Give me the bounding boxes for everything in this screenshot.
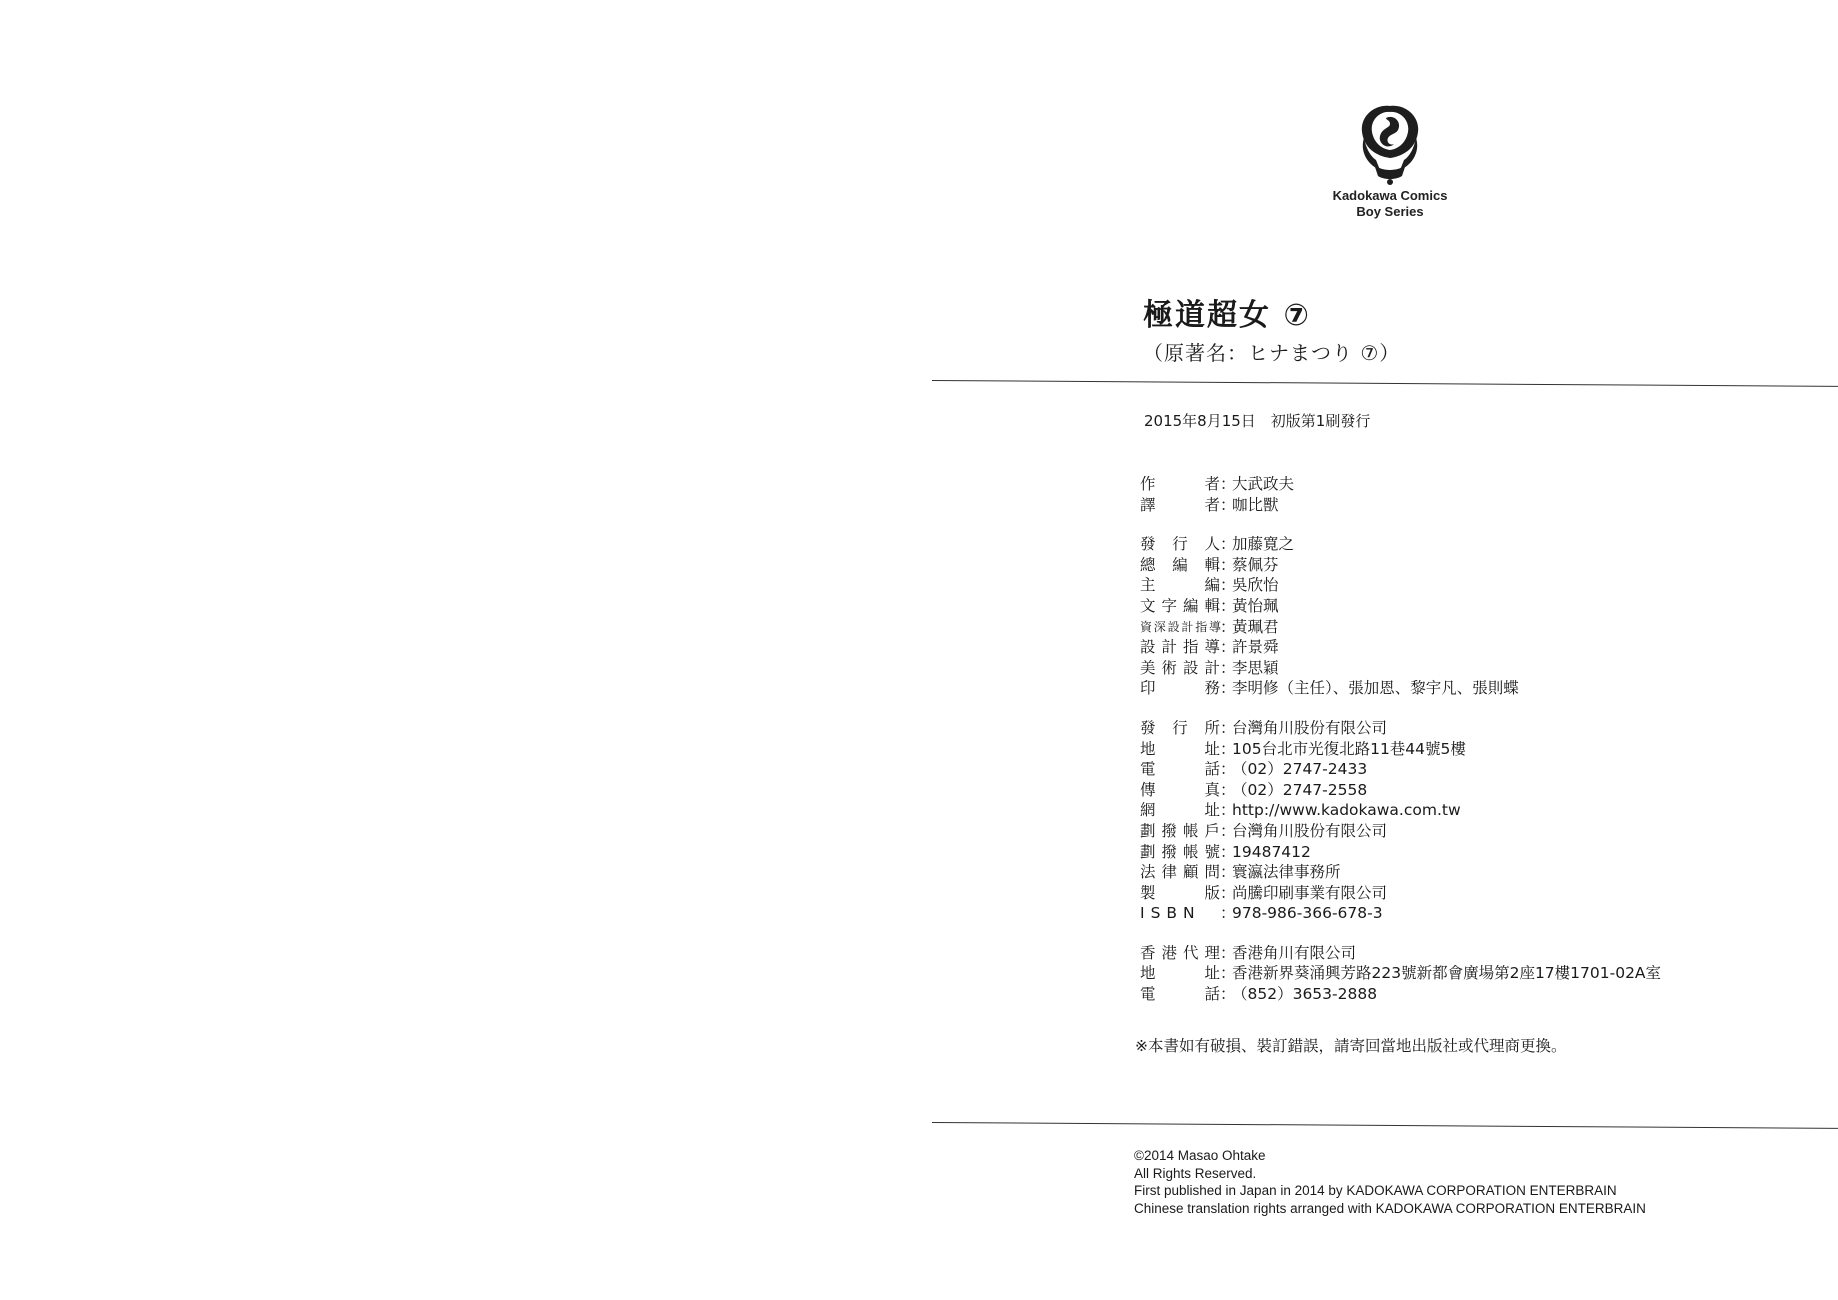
- publisher-group: [1140, 718, 1661, 924]
- copyright-line: ©2014 Masao Ohtake: [1134, 1148, 1266, 1163]
- staff-value: 黃怡珮: [1232, 596, 1279, 615]
- hongkong-value: 香港角川有限公司: [1232, 943, 1357, 962]
- publisher-value: 台灣角川股份有限公司: [1232, 718, 1388, 737]
- publish-date: 2015年8月15日 初版第1刷發行: [1144, 412, 1371, 430]
- staff-value: 許景舜: [1232, 638, 1279, 657]
- hongkong-value: （852）3653-2888: [1232, 985, 1378, 1004]
- hongkong-label: 香港代理: [1140, 943, 1220, 962]
- hongkong-label: 電話: [1140, 985, 1220, 1004]
- publisher-label: ISBN: [1140, 904, 1201, 923]
- top-divider: [932, 380, 1838, 387]
- staff-label: 資深設計指導: [1140, 619, 1220, 634]
- publisher-label: 地址: [1140, 739, 1220, 758]
- publisher-row: 劃撥帳號 ： 19487412: [1140, 842, 1311, 861]
- credit-value: 咖比獸: [1232, 495, 1279, 514]
- bottom-divider: [932, 1122, 1838, 1129]
- staff-row: 總編輯 ： 蔡佩芬: [1140, 555, 1279, 574]
- staff-row: 發行人 ： 加藤寛之: [1140, 535, 1295, 554]
- publisher-row: 發行所 ： 台灣角川股份有限公司: [1140, 718, 1388, 737]
- publisher-row: 劃撥帳戶 ： 台灣角川股份有限公司: [1140, 821, 1388, 840]
- staff-value: 李明修（主任）、張加恩、黎宇凡、張則蝶: [1232, 679, 1519, 698]
- credit-row: 作者 ： 大武政夫: [1140, 475, 1295, 493]
- publisher-value: （02）2747-2433: [1232, 760, 1368, 779]
- staff-label: 總編輯: [1140, 555, 1220, 574]
- publisher-row: 地址 ： 105台北市光復北路11巷44號5樓: [1140, 739, 1466, 758]
- publisher-label: 發行所: [1140, 718, 1220, 737]
- publisher-label: 劃撥帳戶: [1140, 821, 1220, 840]
- hongkong-row: 香港代理 ： 香港角川有限公司: [1140, 943, 1357, 962]
- staff-value: 李思穎: [1232, 658, 1279, 677]
- staff-row: 美術設計 ： 李思穎: [1140, 658, 1279, 677]
- phoenix-emblem-icon: [1350, 98, 1430, 188]
- staff-group: [1140, 534, 1661, 699]
- staff-label: 設計指導: [1140, 638, 1220, 657]
- hongkong-group: [1140, 943, 1661, 1005]
- publisher-label: 網址: [1140, 801, 1220, 820]
- title-block: [1143, 296, 1400, 368]
- staff-value: 吳欣怡: [1232, 576, 1279, 595]
- publisher-value: （02）2747-2558: [1232, 780, 1368, 799]
- publisher-row: 製版 ： 尚騰印刷事業有限公司: [1140, 883, 1388, 902]
- book-title: 極道超女 ⑦: [1143, 298, 1311, 333]
- publisher-value: 台灣角川股份有限公司: [1232, 821, 1388, 840]
- publisher-value: 19487412: [1232, 842, 1311, 861]
- hongkong-label: 地址: [1140, 964, 1220, 983]
- credit-label: 作者: [1140, 475, 1220, 493]
- isbn-value: 978-986-366-678-3: [1232, 904, 1383, 923]
- publisher-value: 105台北市光復北路11巷44號5樓: [1232, 739, 1466, 758]
- staff-value: 加藤寛之: [1232, 535, 1295, 554]
- logo-line-2: Boy Series: [1356, 204, 1424, 219]
- publisher-row: 電話 ： （02）2747-2433: [1140, 760, 1368, 779]
- staff-row: 印務 ： 李明修（主任）、張加恩、黎宇凡、張則蝶: [1140, 679, 1519, 698]
- damage-notice: ※本書如有破損、裝訂錯誤，請寄回當地出版社或代理商更換。: [1135, 1037, 1567, 1055]
- colophon-info: [1140, 474, 1661, 1024]
- publisher-label: 劃撥帳號: [1140, 842, 1220, 861]
- staff-label: 印務: [1140, 679, 1220, 698]
- first-published-line: First published in Japan in 2014 by KADOKAWA CORPORATION ENTERBRAIN: [1134, 1183, 1617, 1198]
- publisher-row: 傳真 ： （02）2747-2558: [1140, 780, 1368, 799]
- credit-label: 譯者: [1140, 495, 1220, 514]
- rights-line: All Rights Reserved.: [1134, 1165, 1257, 1181]
- publisher-logo: [1310, 98, 1470, 220]
- publisher-value: 尚騰印刷事業有限公司: [1232, 883, 1388, 902]
- staff-label: 美術設計: [1140, 658, 1220, 677]
- translation-rights-line: Chinese translation rights arranged with KADOKAWA CORPORATION ENTERBRAIN: [1134, 1200, 1646, 1216]
- staff-value: 黃珮君: [1232, 617, 1279, 636]
- staff-label: 主編: [1140, 576, 1220, 595]
- publisher-label: 傳真: [1140, 780, 1220, 799]
- original-title: （原著名：ヒナまつり ⑦）: [1143, 341, 1401, 365]
- hongkong-value: 香港新界葵涌興芳路223號新都會廣場第2座17樓1701-02A室: [1232, 964, 1662, 983]
- publisher-row: ISBN ： 978-986-366-678-3: [1140, 904, 1383, 923]
- logo-line-1: Kadokawa Comics: [1332, 188, 1448, 203]
- publisher-row: 網址 ： http://www.kadokawa.com.tw: [1140, 801, 1461, 820]
- publisher-row: 法律顧問 ： 寰瀛法律事務所: [1140, 863, 1341, 882]
- staff-label: 文字編輯: [1140, 596, 1220, 615]
- copyright-block: [1134, 1147, 1646, 1217]
- staff-row: 主編 ： 吳欣怡: [1140, 576, 1279, 595]
- hongkong-row: 地址 ： 香港新界葵涌興芳路223號新都會廣場第2座17樓1701-02A室: [1140, 964, 1662, 983]
- website-link[interactable]: http://www.kadokawa.com.tw: [1232, 801, 1461, 820]
- staff-value: 蔡佩芬: [1232, 555, 1279, 574]
- staff-row: 文字編輯 ： 黃怡珮: [1140, 596, 1279, 615]
- staff-row: 資深設計指導 ： 黃珮君: [1140, 617, 1279, 636]
- publisher-label: 電話: [1140, 760, 1220, 779]
- publisher-value: 寰瀛法律事務所: [1232, 863, 1341, 882]
- publisher-label: 法律顧問: [1140, 863, 1220, 882]
- staff-label: 發行人: [1140, 535, 1220, 554]
- credit-row: 譯者 ： 咖比獸: [1140, 495, 1279, 514]
- credit-value: 大武政夫: [1232, 475, 1295, 493]
- hongkong-row: 電話 ： （852）3653-2888: [1140, 985, 1378, 1004]
- staff-row: 設計指導 ： 許景舜: [1140, 638, 1279, 657]
- credits-group: [1140, 474, 1661, 515]
- publisher-label: 製版: [1140, 883, 1220, 902]
